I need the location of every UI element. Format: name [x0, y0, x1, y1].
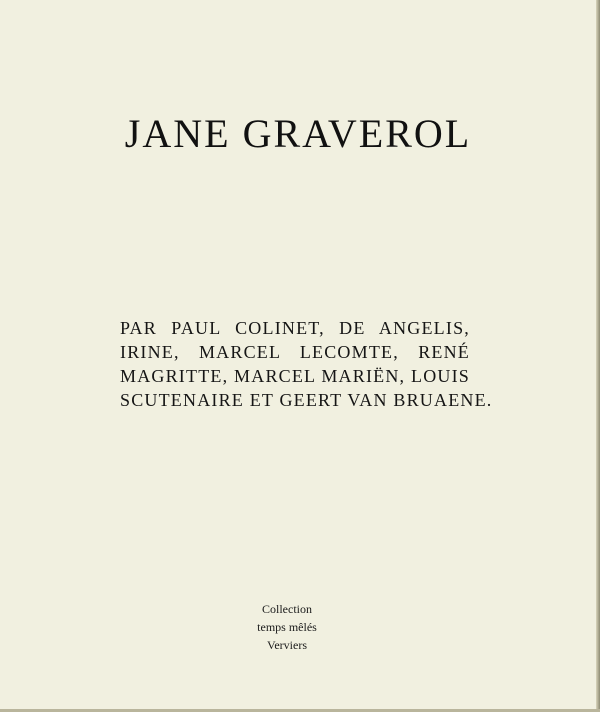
authors-line: SCUTENAIRE ET GEERT VAN BRUAENE.	[120, 390, 493, 410]
authors-line: IRINE, MARCEL LECOMTE, RENÉ	[120, 342, 470, 362]
collection-label: Collection	[262, 602, 312, 616]
page-edge-right	[596, 0, 600, 712]
publisher-city: Verviers	[267, 638, 307, 652]
book-title: JANE GRAVEROL	[124, 111, 472, 156]
colophon	[237, 600, 337, 654]
authors-line: MAGRITTE, MARCEL MARIËN, LOUIS	[120, 366, 470, 386]
authors-line: PAR PAUL COLINET, DE ANGELIS,	[120, 318, 470, 338]
authors-block	[120, 316, 493, 412]
series-name: temps mêlés	[257, 620, 317, 634]
